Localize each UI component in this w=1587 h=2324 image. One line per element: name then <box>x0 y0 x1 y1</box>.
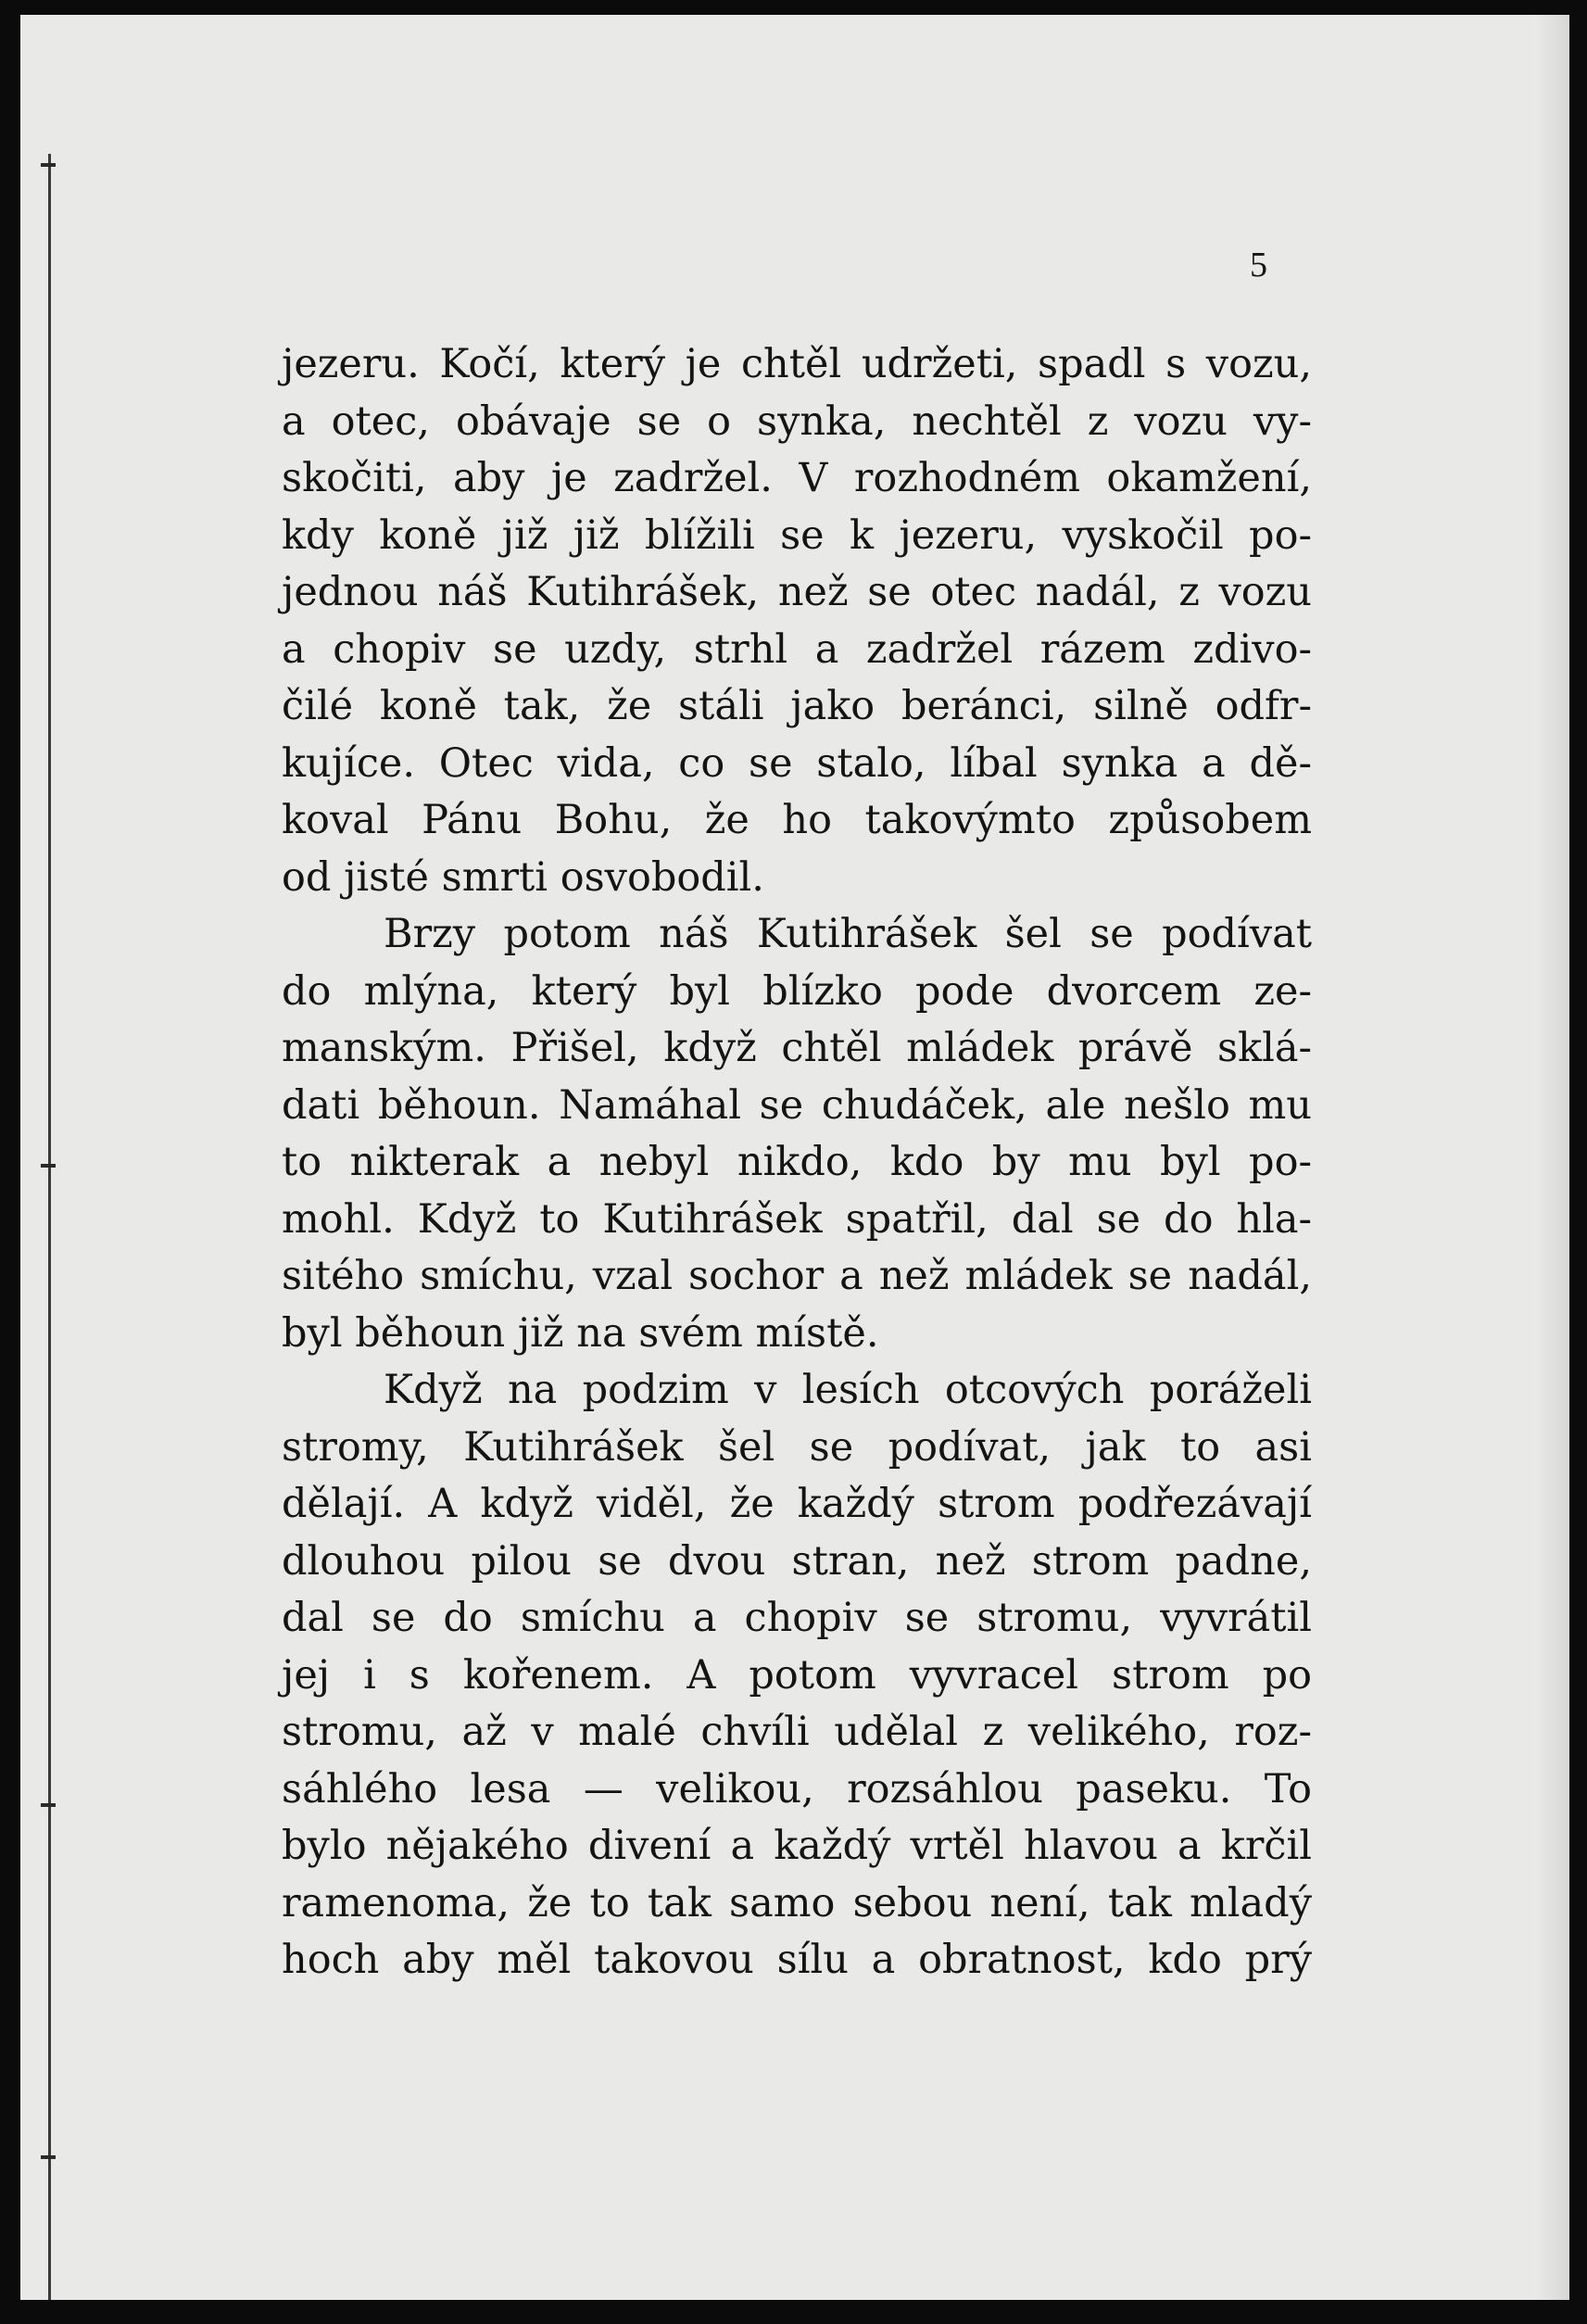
text-line: jej i s kořenem. A potom vyvracel strom po <box>282 1651 1312 1699</box>
binding-mark <box>41 1803 56 1807</box>
text-line: kdy koně již již blížili se k jezeru, vyskočil po- <box>282 512 1312 559</box>
text-line: jednou náš Kutihrášek, než se otec nadál, z vozu <box>282 569 1312 615</box>
text-line: sitého smíchu, vzal sochor a než mládek se nadál, <box>282 1253 1312 1299</box>
text-line: to nikterak a nebyl nikdo, kdo by mu byl po- <box>282 1139 1312 1185</box>
text-line: Brzy potom náš Kutihrášek šel se podívat <box>384 911 1312 957</box>
text-line: dal se do smíchu a chopiv se stromu, vyvrátil <box>282 1595 1312 1641</box>
text-line: manským. Přišel, když chtěl mládek právě sklá- <box>282 1025 1312 1071</box>
text-line: dělají. A když viděl, že každý strom podřezávají <box>282 1481 1312 1527</box>
text-line: dlouhou pilou se dvou stran, než strom padne, <box>282 1537 1312 1585</box>
text-line: od jisté smrti osvobodil. <box>282 853 764 901</box>
text-line: kujíce. Otec vida, co se stalo, líbal synka a dě- <box>282 739 1312 787</box>
page-number: 5 <box>1250 246 1267 284</box>
text-line: mohl. Když to Kutihrášek spatřil, dal se do hla- <box>282 1195 1312 1243</box>
text-line: čilé koně tak, že stáli jako beránci, silně odfr- <box>282 683 1312 729</box>
body-text <box>282 336 1312 1989</box>
text-line: jezeru. Kočí, který je chtěl udržeti, spadl s vozu, <box>282 341 1312 387</box>
text-line: skočiti, aby je zadržel. V rozhodném okamžení, <box>282 455 1312 501</box>
binding-mark <box>41 163 56 167</box>
binding-mark <box>41 2155 56 2159</box>
binding-mark <box>41 1164 56 1168</box>
text-line: stromy, Kutihrášek šel se podívat, jak to asi <box>282 1423 1312 1471</box>
book-page <box>20 15 1569 2300</box>
page-edge-shadow <box>1536 15 1569 2300</box>
text-line: stromu, až v malé chvíli udělal z velikého, roz- <box>282 1709 1312 1755</box>
text-line: byl běhoun již na svém místě. <box>282 1309 879 1357</box>
text-line: do mlýna, který byl blízko pode dvorcem ze- <box>282 967 1312 1015</box>
text-line: sáhlého lesa — velikou, rozsáhlou paseku. To <box>282 1765 1312 1812</box>
text-line: ramenoma, že to tak samo sebou není, tak mladý <box>282 1879 1312 1926</box>
binding-edge <box>48 154 51 2300</box>
text-line: dati běhoun. Namáhal se chudáček, ale nešlo mu <box>282 1081 1312 1129</box>
text-line: bylo nějakého divení a každý vrtěl hlavou a krčil <box>282 1823 1312 1869</box>
text-line: a otec, obávaje se o synka, nechtěl z vozu vy- <box>282 398 1312 445</box>
text-line: hoch aby měl takovou sílu a obratnost, kdo prý <box>282 1937 1312 1983</box>
text-line: koval Pánu Bohu, že ho takovýmto způsobem <box>282 797 1312 843</box>
text-line: a chopiv se uzdy, strhl a zadržel rázem zdivo- <box>282 625 1312 673</box>
text-line: Když na podzim v lesích otcových poráželi <box>384 1367 1312 1413</box>
